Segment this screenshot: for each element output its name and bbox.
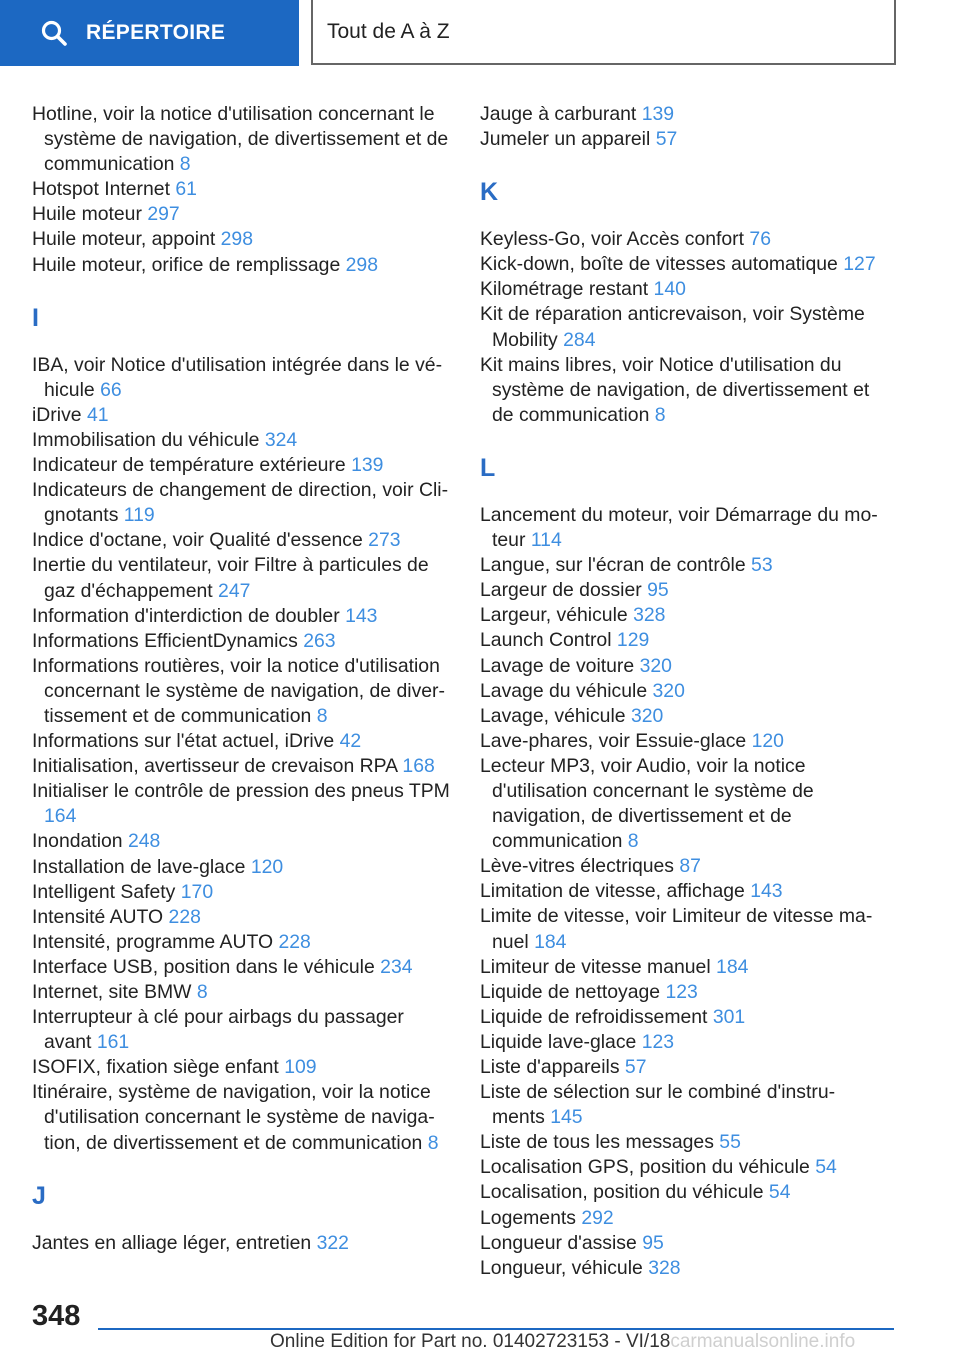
index-entry <box>480 277 880 302</box>
index-entry-text: Informations sur l'état actuel, iDrive <box>32 730 335 753</box>
index-entry-text: Huile moteur, appoint <box>32 228 216 251</box>
index-entry <box>480 603 880 628</box>
index-entry-text: Intensité, programme AUTO <box>32 930 274 953</box>
index-page-link[interactable]: 57 <box>655 128 678 151</box>
edition-text: Online Edition for Part no. 01402723153 - VI/18 <box>270 1331 671 1352</box>
index-entry <box>480 704 880 729</box>
index-entry <box>32 955 452 980</box>
index-entry <box>32 855 452 880</box>
index-letter-heading: L <box>480 453 496 482</box>
index-entry-text: Installation de lave-glace <box>32 855 246 878</box>
index-page-link[interactable]: 41 <box>86 403 109 426</box>
index-entry-text: Localisation, position du véhicule <box>480 1181 764 1204</box>
index-entry-text: Lave-phares, voir Essuie-glace <box>480 729 747 752</box>
index-page-link[interactable]: 123 <box>641 1030 675 1053</box>
index-page-link[interactable]: 320 <box>639 654 672 677</box>
index-entry-text: Lavage, véhicule <box>480 704 626 727</box>
index-page-link[interactable]: 297 <box>147 203 180 226</box>
index-letter-heading: I <box>32 303 39 332</box>
index-entry-text: Langue, sur l'écran de contrôle <box>480 554 746 577</box>
index-entry <box>480 1256 880 1281</box>
index-page-link[interactable]: 139 <box>641 103 675 125</box>
index-entry <box>480 1231 880 1256</box>
index-entry <box>480 955 880 980</box>
index-entry <box>480 578 880 603</box>
index-entry-text: Kilométrage restant <box>480 278 649 301</box>
index-entry-text: Informations routières, voir la notice d'utilisation concernant le système de navigation, de divertissement et de communication <box>32 654 445 727</box>
index-entry-text: Lavage du véhicule <box>480 679 648 702</box>
index-entry <box>480 679 880 704</box>
index-entry-text: Logements <box>480 1206 576 1229</box>
index-entry <box>32 1005 452 1055</box>
index-entry <box>32 654 452 729</box>
index-entry-text: Jumeler un appareil <box>480 128 651 151</box>
index-entry <box>32 980 452 1005</box>
index-entry-text: Lecteur MP3, voir Audio, voir la notice d'utilisation concernant le système de navigation, de divertissement et de communication <box>480 754 814 853</box>
index-entry <box>480 1130 880 1155</box>
index-entry-text: ISOFIX, fixation siège enfant <box>32 1056 279 1079</box>
index-entry-text: Hotspot Internet <box>32 178 170 201</box>
index-page-link[interactable]: 301 <box>712 1005 746 1028</box>
index-entry-text: Liquide de nettoyage <box>480 980 661 1003</box>
page-number: 348 <box>32 1300 81 1332</box>
index-entry-text: Launch Control <box>480 629 612 652</box>
index-entry <box>480 729 880 754</box>
index-page-link[interactable]: 320 <box>630 704 664 727</box>
index-entry-text: Longueur, véhicule <box>480 1256 643 1279</box>
index-page-link[interactable]: 143 <box>750 880 783 903</box>
index-page-link[interactable]: 161 <box>96 1031 130 1054</box>
index-page-link[interactable]: 292 <box>581 1206 614 1229</box>
index-entry-text: Liste de sélection sur le combiné d'instruments <box>480 1081 836 1129</box>
index-page-link[interactable]: 298 <box>345 253 378 276</box>
repertoire-label: RÉPERTOIRE <box>86 21 226 44</box>
index-entry <box>32 253 452 278</box>
index-entry <box>480 1030 880 1055</box>
footer-divider <box>98 1328 894 1330</box>
index-page-link[interactable]: 184 <box>534 930 567 953</box>
index-entry-text: Indicateurs de changement de direction, voir Clignotants <box>32 479 449 527</box>
index-page-link[interactable]: 328 <box>633 604 666 627</box>
index-entry-text: Liste de tous les messages <box>480 1131 714 1154</box>
index-page-link[interactable]: 168 <box>402 755 435 778</box>
index-page-link[interactable]: 228 <box>168 905 201 928</box>
index-letter-heading: J <box>32 1181 46 1210</box>
index-entry-text: iDrive <box>32 403 82 426</box>
index-page-link[interactable]: 66 <box>100 378 122 401</box>
index-page-link[interactable]: 8 <box>627 830 639 853</box>
index-entry <box>480 1155 880 1180</box>
index-page-link[interactable]: 164 <box>44 805 77 828</box>
index-entry-text: Largeur de dossier <box>480 579 642 602</box>
index-entry <box>480 102 880 127</box>
index-column-right <box>480 102 880 1281</box>
index-entry-text: Itinéraire, système de navigation, voir la notice d'utilisation concernant le système de navigation, de divertissement et de communication <box>32 1081 435 1154</box>
index-entry <box>32 177 452 202</box>
index-page-link[interactable]: 184 <box>716 955 749 978</box>
index-page-link[interactable]: 95 <box>642 1231 664 1254</box>
index-entry-text: Limiteur de vitesse manuel <box>480 955 711 978</box>
index-entry-text: Largeur, véhicule <box>480 604 628 627</box>
index-page-link[interactable]: 8 <box>316 704 328 727</box>
index-entry <box>32 403 452 428</box>
index-entry <box>32 102 452 177</box>
index-entry-text: Jantes en alliage léger, entretien <box>32 1231 312 1254</box>
index-page-link[interactable]: 139 <box>351 454 384 477</box>
index-entry <box>480 127 880 152</box>
index-page-link[interactable]: 119 <box>123 504 155 527</box>
index-entry-text: Localisation GPS, position du véhicule <box>480 1156 810 1179</box>
index-page-link[interactable]: 320 <box>652 679 685 702</box>
index-entry <box>480 1055 880 1080</box>
index-page-link[interactable]: 123 <box>665 980 698 1003</box>
index-page-link[interactable]: 228 <box>278 930 311 953</box>
index-entry-text: Inertie du ventilateur, voir Filtre à particules de gaz d'échappement <box>32 554 429 602</box>
index-entry-text: Indicateur de température extérieure <box>32 454 346 477</box>
index-entry <box>32 353 452 403</box>
index-page-link[interactable]: 324 <box>264 428 298 451</box>
index-column-left <box>32 102 452 1256</box>
tab-a-to-z[interactable] <box>311 0 896 65</box>
index-page-link[interactable]: 109 <box>284 1056 317 1079</box>
index-entry-text: Kit de réparation anticrevaison, voir Système Mobility <box>480 303 865 351</box>
index-entry-text: Lavage de voiture <box>480 654 635 677</box>
index-page-link[interactable]: 273 <box>368 529 401 552</box>
index-entry <box>32 1231 452 1256</box>
index-page-link[interactable]: 120 <box>250 855 284 878</box>
index-entry <box>480 302 880 352</box>
index-entry-text: IBA, voir Notice d'utilisation intégrée dans le véhicule <box>32 353 443 401</box>
index-entry <box>480 503 880 553</box>
index-page-link[interactable]: 234 <box>380 955 413 978</box>
index-entry-text: Huile moteur <box>32 203 142 226</box>
index-page-link[interactable]: 55 <box>719 1131 741 1154</box>
index-page-link[interactable]: 114 <box>530 529 562 552</box>
index-page-link[interactable]: 127 <box>843 253 876 276</box>
index-page-link[interactable]: 87 <box>679 855 701 878</box>
index-entry-text: Hotline, voir la notice d'utilisation concernant le système de navigation, de divertissement et de communication <box>32 103 449 176</box>
repertoire-button[interactable] <box>0 0 299 66</box>
index-page-link[interactable]: 248 <box>127 830 161 853</box>
index-entry-text: Huile moteur, orifice de remplissage <box>32 253 341 276</box>
index-entry-text: Internet, site BMW <box>32 981 192 1003</box>
index-entry <box>32 478 452 528</box>
index-page-link[interactable]: 61 <box>175 178 197 201</box>
tab-a-to-z-label: Tout de A à Z <box>327 19 450 43</box>
index-entry <box>480 754 880 854</box>
index-entry-text: Initialisation, avertisseur de crevaison RPA <box>32 755 398 778</box>
index-entry <box>480 980 880 1005</box>
index-page-link[interactable]: 328 <box>648 1256 681 1279</box>
index-entry-text: Intelligent Safety <box>32 880 176 903</box>
index-page-link[interactable]: 129 <box>616 629 650 652</box>
index-page-link[interactable]: 95 <box>647 579 669 602</box>
index-entry <box>32 754 452 779</box>
index-entry-text: Inondation <box>32 830 123 853</box>
index-entry <box>480 1206 880 1231</box>
index-entry <box>32 779 452 829</box>
watermark-text: carmanualsonline.info <box>670 1331 856 1352</box>
index-entry-text: Lancement du moteur, voir Démarrage du moteur <box>480 503 878 552</box>
index-entry-text: Interrupteur à clé pour airbags du passager avant <box>32 1006 404 1054</box>
index-entry-text: Lève-vitres électriques <box>480 855 674 878</box>
index-page-link[interactable]: 53 <box>751 554 773 577</box>
index-entry <box>480 353 880 428</box>
index-letter-heading: K <box>480 178 499 207</box>
index-entry <box>480 553 880 578</box>
index-page-link[interactable]: 76 <box>749 228 771 251</box>
index-entry <box>480 1180 880 1205</box>
index-page-link[interactable]: 298 <box>220 228 253 251</box>
search-icon <box>40 19 68 47</box>
index-page-link[interactable]: 8 <box>427 1131 439 1154</box>
header <box>0 0 960 66</box>
index-page-link[interactable]: 140 <box>653 278 686 301</box>
index-page-link[interactable]: 8 <box>196 981 208 1003</box>
index-page-link[interactable]: 54 <box>768 1181 791 1204</box>
index-entry-text: Interface USB, position dans le véhicule <box>32 955 375 978</box>
index-entry <box>32 629 452 654</box>
index-page-link[interactable]: 145 <box>550 1106 583 1129</box>
index-entry <box>480 904 880 954</box>
index-entry-text: Informations EfficientDynamics <box>32 629 298 652</box>
index-entry <box>32 227 452 252</box>
index-entry-text: Indice d'octane, voir Qualité d'essence <box>32 529 363 552</box>
index-entry-text: Jauge à carburant <box>480 103 637 125</box>
index-entry <box>480 879 880 904</box>
index-entry <box>480 1005 880 1030</box>
index-entry <box>32 905 452 930</box>
index-page-link[interactable]: 8 <box>179 153 191 176</box>
index-entry-text: Liste d'appareils <box>480 1056 620 1078</box>
index-page-link[interactable]: 284 <box>563 328 596 351</box>
index-entry-text: Information d'interdiction de doubler <box>32 604 340 627</box>
index-entry <box>480 252 880 277</box>
index-entry <box>32 829 452 854</box>
index-page-link[interactable]: 263 <box>303 629 336 652</box>
index-page-link[interactable]: 120 <box>751 729 784 752</box>
index-entry <box>32 428 452 453</box>
index-page-link[interactable]: 57 <box>624 1056 647 1078</box>
index-entry <box>32 729 452 754</box>
index-entry <box>32 880 452 905</box>
index-entry-text: Keyless-Go, voir Accès confort <box>480 228 745 251</box>
index-page-link[interactable]: 322 <box>316 1231 349 1254</box>
index-entry <box>480 854 880 879</box>
index-entry-text: Liquide lave-glace <box>480 1030 637 1053</box>
index-entry-text: Intensité AUTO <box>32 905 164 928</box>
index-entry-text: Longueur d'assise <box>480 1231 637 1254</box>
index-page-link[interactable]: 42 <box>339 730 362 753</box>
index-entry <box>32 1055 452 1080</box>
index-entry-text: Kick-down, boîte de vitesses automatique <box>480 253 838 276</box>
index-entry-text: Initialiser le contrôle de pression des pneus TPM <box>32 780 450 803</box>
index-page-link[interactable]: 170 <box>180 880 214 903</box>
index-entry <box>32 528 452 553</box>
footer-edition-line <box>270 1331 855 1353</box>
index-entry-text: Immobilisation du véhicule <box>32 428 260 451</box>
index-page-link[interactable]: 143 <box>345 604 378 627</box>
index-entry <box>32 202 452 227</box>
index-entry <box>480 227 880 252</box>
index-page-link[interactable]: 247 <box>218 579 251 602</box>
index-entry <box>32 1080 452 1155</box>
index-page-link[interactable]: 8 <box>654 403 666 426</box>
index-entry <box>32 453 452 478</box>
index-entry <box>480 628 880 653</box>
index-entry <box>32 930 452 955</box>
index-entry-text: Limitation de vitesse, affichage <box>480 880 745 903</box>
index-entry <box>480 1080 880 1130</box>
index-entry <box>32 553 452 603</box>
index-entry-text: Liquide de refroidissement <box>480 1005 708 1028</box>
index-entry <box>480 654 880 679</box>
index-entry-text: Kit mains libres, voir Notice d'utilisation du système de navigation, de divertissement et de communication <box>480 353 870 426</box>
index-page-link[interactable]: 54 <box>815 1156 837 1179</box>
index-entry-text: Limite de vitesse, voir Limiteur de vitesse manuel <box>480 905 873 953</box>
index-entry <box>32 604 452 629</box>
